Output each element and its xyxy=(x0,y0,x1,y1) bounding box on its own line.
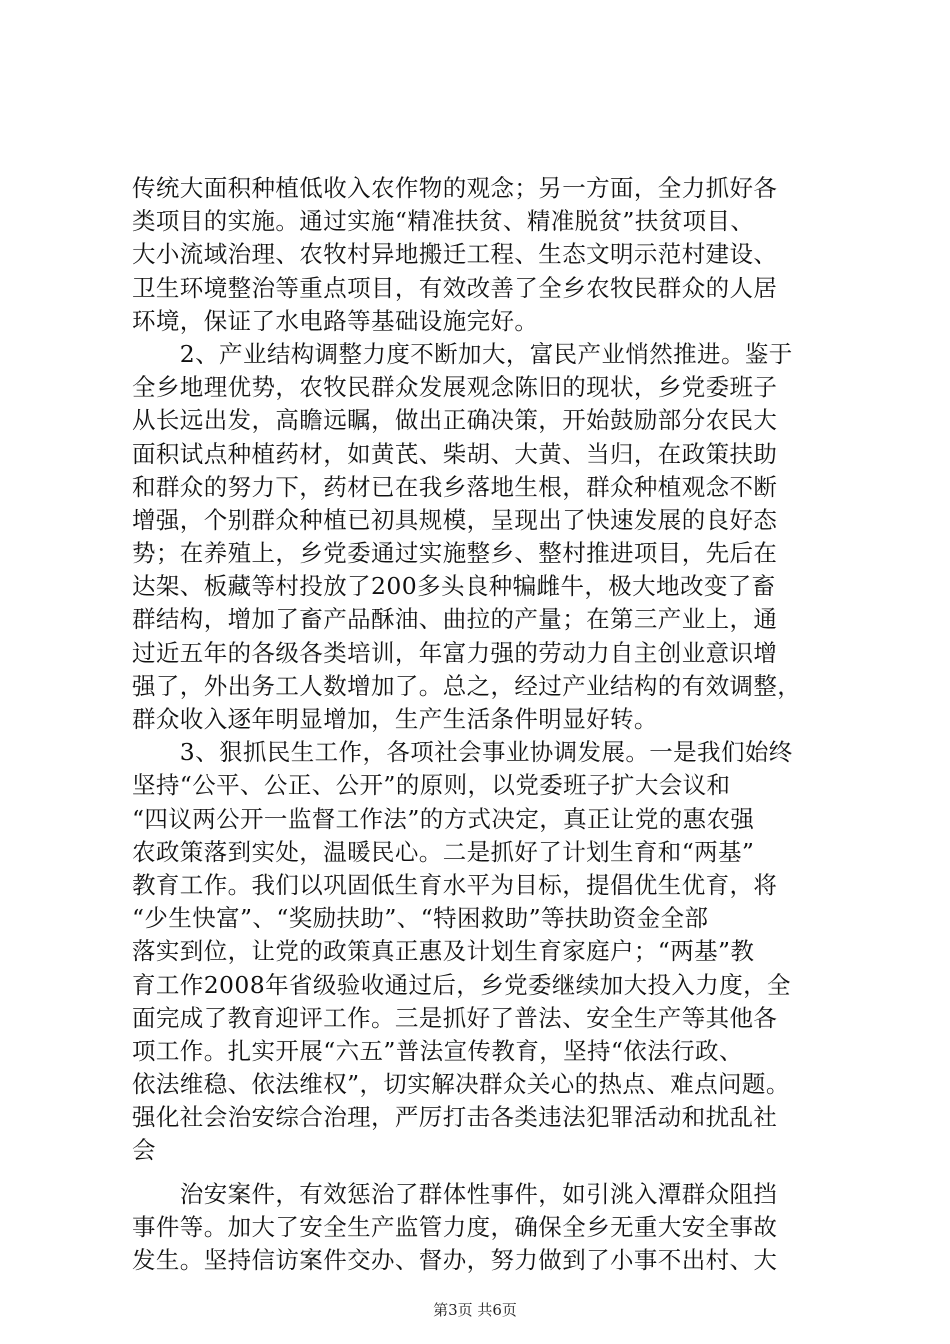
text-line: 农政策落到实处，温暖民心。二是抓好了计划生育和“两基” xyxy=(132,837,755,866)
text-line: 3、狠抓民生工作，各项社会事业协调发展。一是我们始终 xyxy=(132,738,793,767)
text-line: 发生。坚持信访案件交办、督办，努力做到了小事不出村、大 xyxy=(132,1246,778,1274)
text-line: 2、产业结构调整力度不断加大，富民产业悄然推进。鉴于 xyxy=(132,339,793,368)
text-line: 传统大面积种植低收入农作物的观念；另一方面，全力抓好各 xyxy=(132,174,778,202)
text-line: 过近五年的各级各类培训，年富力强的劳动力自主创业意识增 xyxy=(132,638,778,667)
paragraph-gap xyxy=(132,1168,852,1178)
text-line: 卫生环境整治等重点项目，有效改善了全乡农牧民群众的人居 xyxy=(132,273,778,302)
text-line: 类项目的实施。通过实施“精准扶贫、精准脱贫”扶贫项目、 xyxy=(132,207,755,236)
text-line: 育工作2008年省级验收通过后，乡党委继续加大投入力度，全 xyxy=(132,970,791,999)
text-line: 全乡地理优势，农牧民群众发展观念陈旧的现状，乡党委班子 xyxy=(132,373,778,402)
text-line: 和群众的努力下，药材已在我乡落地生根，群众种植观念不断 xyxy=(132,472,778,501)
text-line: 依法维稳、依法维权”，切实解决群众关心的热点、难点问题。 xyxy=(132,1070,790,1099)
text-line: 大小流域治理、农牧村异地搬迁工程、生态文明示范村建设、 xyxy=(132,240,778,269)
text-line: 面积试点种植药材，如黄芪、柴胡、大黄、当归，在政策扶助 xyxy=(132,439,778,468)
text-line: 环境，保证了水电路等基础设施完好。 xyxy=(132,306,539,335)
document-body xyxy=(132,172,852,1277)
text-line: 落实到位，让党的政策真正惠及计划生育家庭户；“两基”教 xyxy=(132,937,755,966)
page-footer: 第3页 共6页 xyxy=(433,1301,517,1319)
text-line: 增强，个别群众种植已初具规模，呈现出了快速发展的良好态 xyxy=(132,505,778,534)
text-line: 治安案件，有效惩治了群体性事件，如引洮入潭群众阻挡 xyxy=(132,1179,778,1208)
text-line: 会 xyxy=(132,1136,156,1165)
text-line: 强化社会治安综合治理，严厉打击各类违法犯罪活动和扰乱社 xyxy=(132,1103,778,1132)
text-line: “四议两公开一监督工作法”的方式决定，真正让党的惠农强 xyxy=(132,804,755,833)
text-line: 群结构，增加了畜产品酥油、曲拉的产量；在第三产业上，通 xyxy=(132,605,778,634)
text-line: 坚持“公平、公正、公开”的原则，以党委班子扩大会议和 xyxy=(132,771,731,800)
text-line: “少生快富”、“奖励扶助”、“特困救助”等扶助资金全部 xyxy=(132,904,709,933)
text-line: 强了，外出务工人数增加了。总之，经过产业结构的有效调整， xyxy=(132,671,802,700)
text-line: 项工作。扎实开展“六五”普法宣传教育，坚持“依法行政、 xyxy=(132,1036,743,1065)
text-line: 教育工作。我们以巩固低生育水平为目标，提倡优生优育，将 xyxy=(132,870,778,899)
text-line: 从长远出发，高瞻远瞩，做出正确决策，开始鼓励部分农民大 xyxy=(132,406,778,435)
text-line: 事件等。加大了安全生产监管力度，确保全乡无重大安全事故 xyxy=(132,1212,778,1241)
text-line: 达架、板藏等村投放了200多头良种犏雌牛，极大地改变了畜 xyxy=(132,572,776,601)
text-line: 面完成了教育迎评工作。三是抓好了普法、安全生产等其他各 xyxy=(132,1003,778,1032)
text-line: 势；在养殖上，乡党委通过实施整乡、整村推进项目，先后在 xyxy=(132,539,778,568)
text-line: 群众收入逐年明显增加，生产生活条件明显好转。 xyxy=(132,705,658,733)
